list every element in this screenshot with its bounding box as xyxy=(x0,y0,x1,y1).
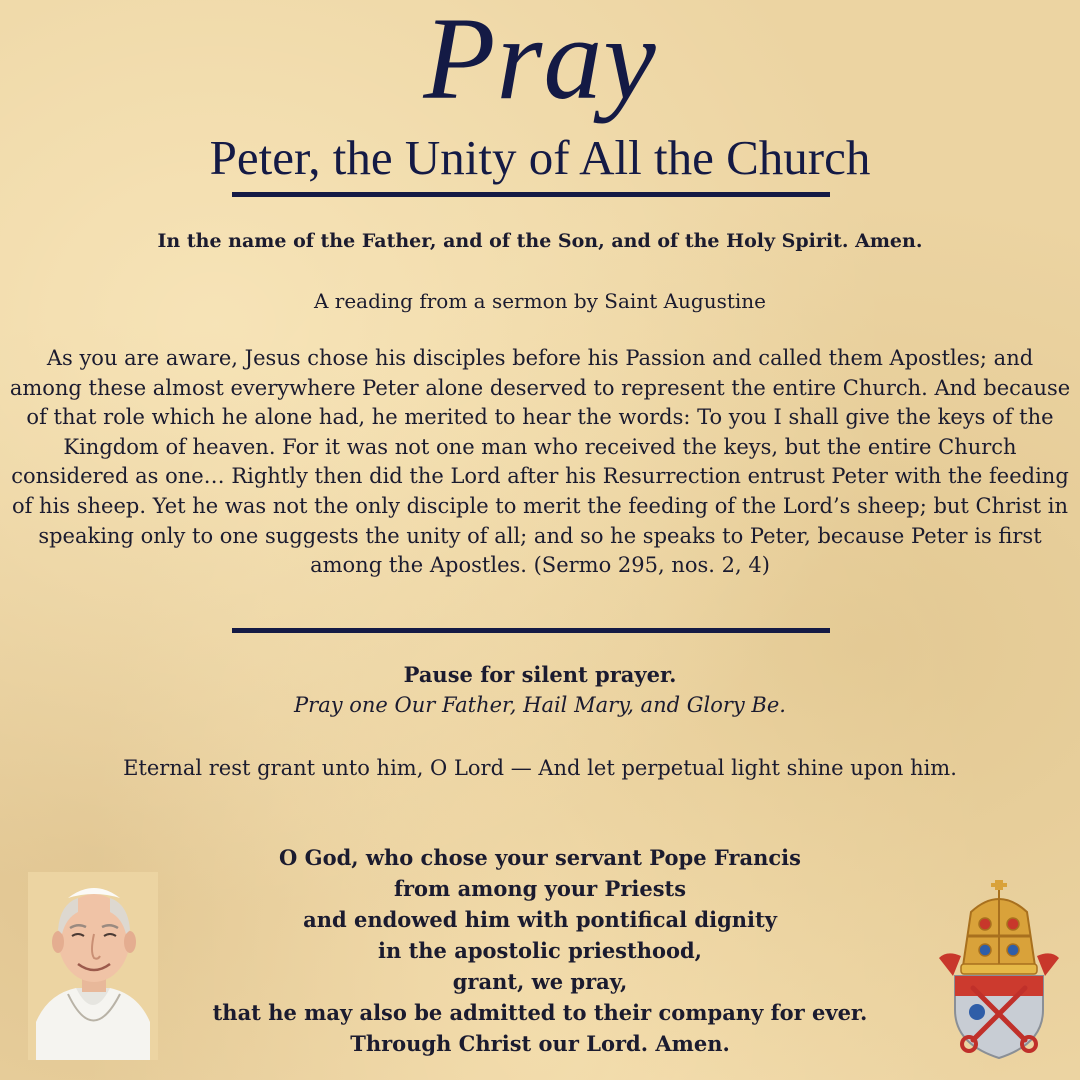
invocation: In the name of the Father, and of the Son, and of the Holy Spirit. Amen. xyxy=(157,230,923,252)
page-subtitle: Peter, the Unity of All the Church xyxy=(209,130,871,185)
closing-line: in the apostolic priesthood, xyxy=(378,938,702,963)
closing-line: that he may also be admitted to their company for ever. xyxy=(212,1000,868,1025)
eternal-rest-line: Eternal rest grant unto him, O Lord — And let perpetual light shine upon him. xyxy=(123,756,957,780)
reading-title: A reading from a sermon by Saint Augustine xyxy=(313,289,767,313)
closing-line: from among your Priests xyxy=(393,876,687,901)
closing-line: and endowed him with pontifical dignity xyxy=(303,907,777,932)
reading-text: As you are aware, Jesus chose his disciples before his Passion and called them Apostles; and among these almost everywhere Peter alone deserved to represent the entire Church. And because of that role which he alone had, he merited to hear the words: To you I shall give the keys of the Kingdom of heaven. For it was not one man who received the keys, but the entire Church considered as one… Rightly then did the Lord after his Resurrection entrust Peter with the feeding of his sheep. Yet he was not the only disciple to merit the feeding of the Lord’s sheep; but Christ in speaking only to one suggests the unity of all; and so he speaks to Peter, because Peter is first among the Apostles. (Sermo 295, nos. 2, 4) xyxy=(9,346,1071,578)
closing-prayer xyxy=(0,842,1080,1059)
closing-line: O God, who chose your servant Pope Francis xyxy=(279,845,801,870)
pope-portrait xyxy=(28,872,158,1060)
diocese-coat-of-arms xyxy=(933,880,1065,1060)
top-divider xyxy=(232,192,830,197)
pray-instruction: Pray one Our Father, Hail Mary, and Glory Be. xyxy=(294,693,786,717)
closing-line: grant, we pray, xyxy=(452,969,628,994)
middle-divider xyxy=(232,628,830,633)
page-title: Pray xyxy=(423,0,657,124)
pause-instruction: Pause for silent prayer. xyxy=(403,662,677,687)
closing-line: Through Christ our Lord. Amen. xyxy=(350,1031,730,1056)
